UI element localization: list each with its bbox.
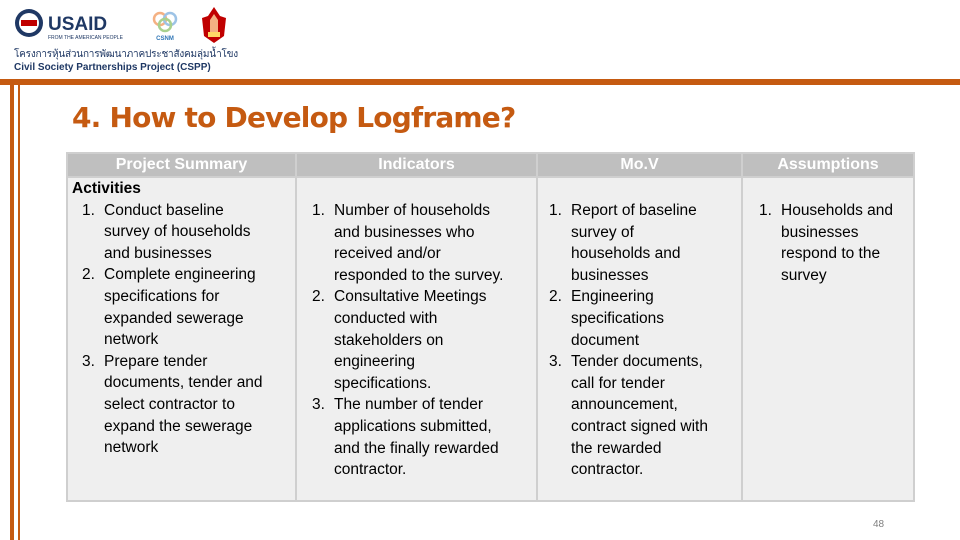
activities-heading: Activities — [72, 180, 141, 197]
line: businesses — [571, 266, 649, 284]
table-header-row — [67, 153, 914, 177]
list-number: 2. — [312, 288, 325, 306]
header-assumptions: Assumptions — [742, 153, 914, 177]
usaid-logo-text: USAID — [48, 14, 108, 35]
indicators-list — [297, 200, 536, 481]
line: households and — [571, 245, 681, 263]
line: documents, tender and — [104, 374, 263, 392]
header-mov: Mo.V — [537, 153, 742, 177]
line: contract signed with — [571, 417, 708, 435]
line: announcement, — [571, 396, 678, 414]
csnm-logo — [148, 8, 182, 42]
mov-list — [538, 200, 741, 481]
list-number: 2. — [82, 266, 95, 284]
line: network — [104, 439, 159, 457]
list-item — [68, 200, 295, 265]
line: specifications — [571, 309, 665, 327]
line: select contractor to — [104, 395, 235, 413]
line: Conduct baseline — [104, 201, 224, 219]
list-item — [538, 351, 741, 481]
header-logos — [14, 6, 214, 44]
list-number: 3. — [549, 353, 562, 371]
line: engineering — [334, 353, 416, 371]
list-item — [297, 200, 536, 286]
list-number: 1. — [549, 202, 562, 219]
list-item — [68, 351, 295, 459]
line: businesses — [781, 223, 859, 241]
line: Consultative Meetings — [334, 288, 487, 306]
line: call for tender — [571, 374, 665, 392]
line: network — [104, 331, 159, 349]
university-seal-logo — [200, 6, 228, 44]
mov-cell — [537, 177, 742, 501]
line: expand the sewerage — [104, 417, 253, 435]
list-item — [538, 200, 741, 286]
list-number: 2. — [549, 288, 562, 306]
assumptions-list — [743, 200, 913, 286]
line: Prepare tender — [104, 352, 208, 370]
list-number: 3. — [312, 396, 325, 414]
list-number: 1. — [312, 202, 325, 219]
line: survey of households — [104, 223, 251, 241]
line: The number of tender — [334, 396, 484, 414]
page-number: 48 — [873, 519, 885, 530]
slide-title: 4. How to Develop Logframe? — [72, 101, 516, 134]
left-rule-thin — [18, 79, 20, 540]
line: contractor. — [571, 461, 644, 479]
project-name: Civil Society Partnerships Project (CSPP) — [14, 62, 211, 73]
line: Report of baseline — [571, 202, 697, 219]
list-item — [68, 264, 295, 350]
line: survey of — [571, 223, 634, 241]
line: and businesses who — [334, 223, 475, 241]
header-indicators: Indicators — [296, 153, 537, 177]
line: applications submitted, — [334, 417, 492, 435]
line: the rewarded — [571, 439, 662, 457]
line: specifications for — [104, 287, 220, 305]
project-summary-cell — [67, 177, 296, 501]
header-project-summary: Project Summary — [67, 153, 296, 177]
left-rule-thick — [10, 79, 14, 540]
indicators-cell — [296, 177, 537, 501]
line: Tender documents, — [571, 353, 703, 371]
list-item — [297, 394, 536, 480]
list-number: 3. — [82, 352, 95, 370]
list-number: 1. — [82, 201, 95, 219]
assumptions-cell — [742, 177, 914, 501]
line: and businesses — [104, 244, 212, 262]
line: specifications. — [334, 374, 432, 392]
line: and the finally rewarded — [334, 439, 499, 457]
line: Engineering — [571, 288, 654, 306]
line: received and/or — [334, 245, 441, 263]
line: document — [571, 331, 640, 349]
list-item — [297, 286, 536, 394]
usaid-tagline: FROM THE AMERICAN PEOPLE — [48, 35, 123, 41]
line: Number of households — [334, 202, 490, 219]
line: stakeholders on — [334, 331, 444, 349]
line: respond to the — [781, 245, 881, 263]
header-rule — [0, 79, 960, 85]
activities-list — [68, 200, 295, 459]
list-item — [743, 200, 913, 286]
line: contractor. — [334, 461, 407, 479]
line: Households and — [781, 202, 894, 219]
line: expanded sewerage — [104, 309, 244, 327]
thai-project-name: โครงการหุ้นส่วนการพัฒนาภาคประชาสังคมลุ่มน้ำโขง — [14, 49, 238, 60]
table-row — [67, 177, 914, 501]
usaid-logo — [14, 8, 134, 42]
list-number: 1. — [759, 202, 772, 219]
line: conducted with — [334, 309, 438, 327]
line: survey — [781, 266, 827, 284]
logframe-table — [66, 152, 915, 502]
line: responded to the survey. — [334, 266, 504, 284]
list-item — [538, 286, 741, 351]
line: Complete engineering — [104, 266, 256, 284]
csnm-logo-text: CSNM — [156, 36, 174, 42]
